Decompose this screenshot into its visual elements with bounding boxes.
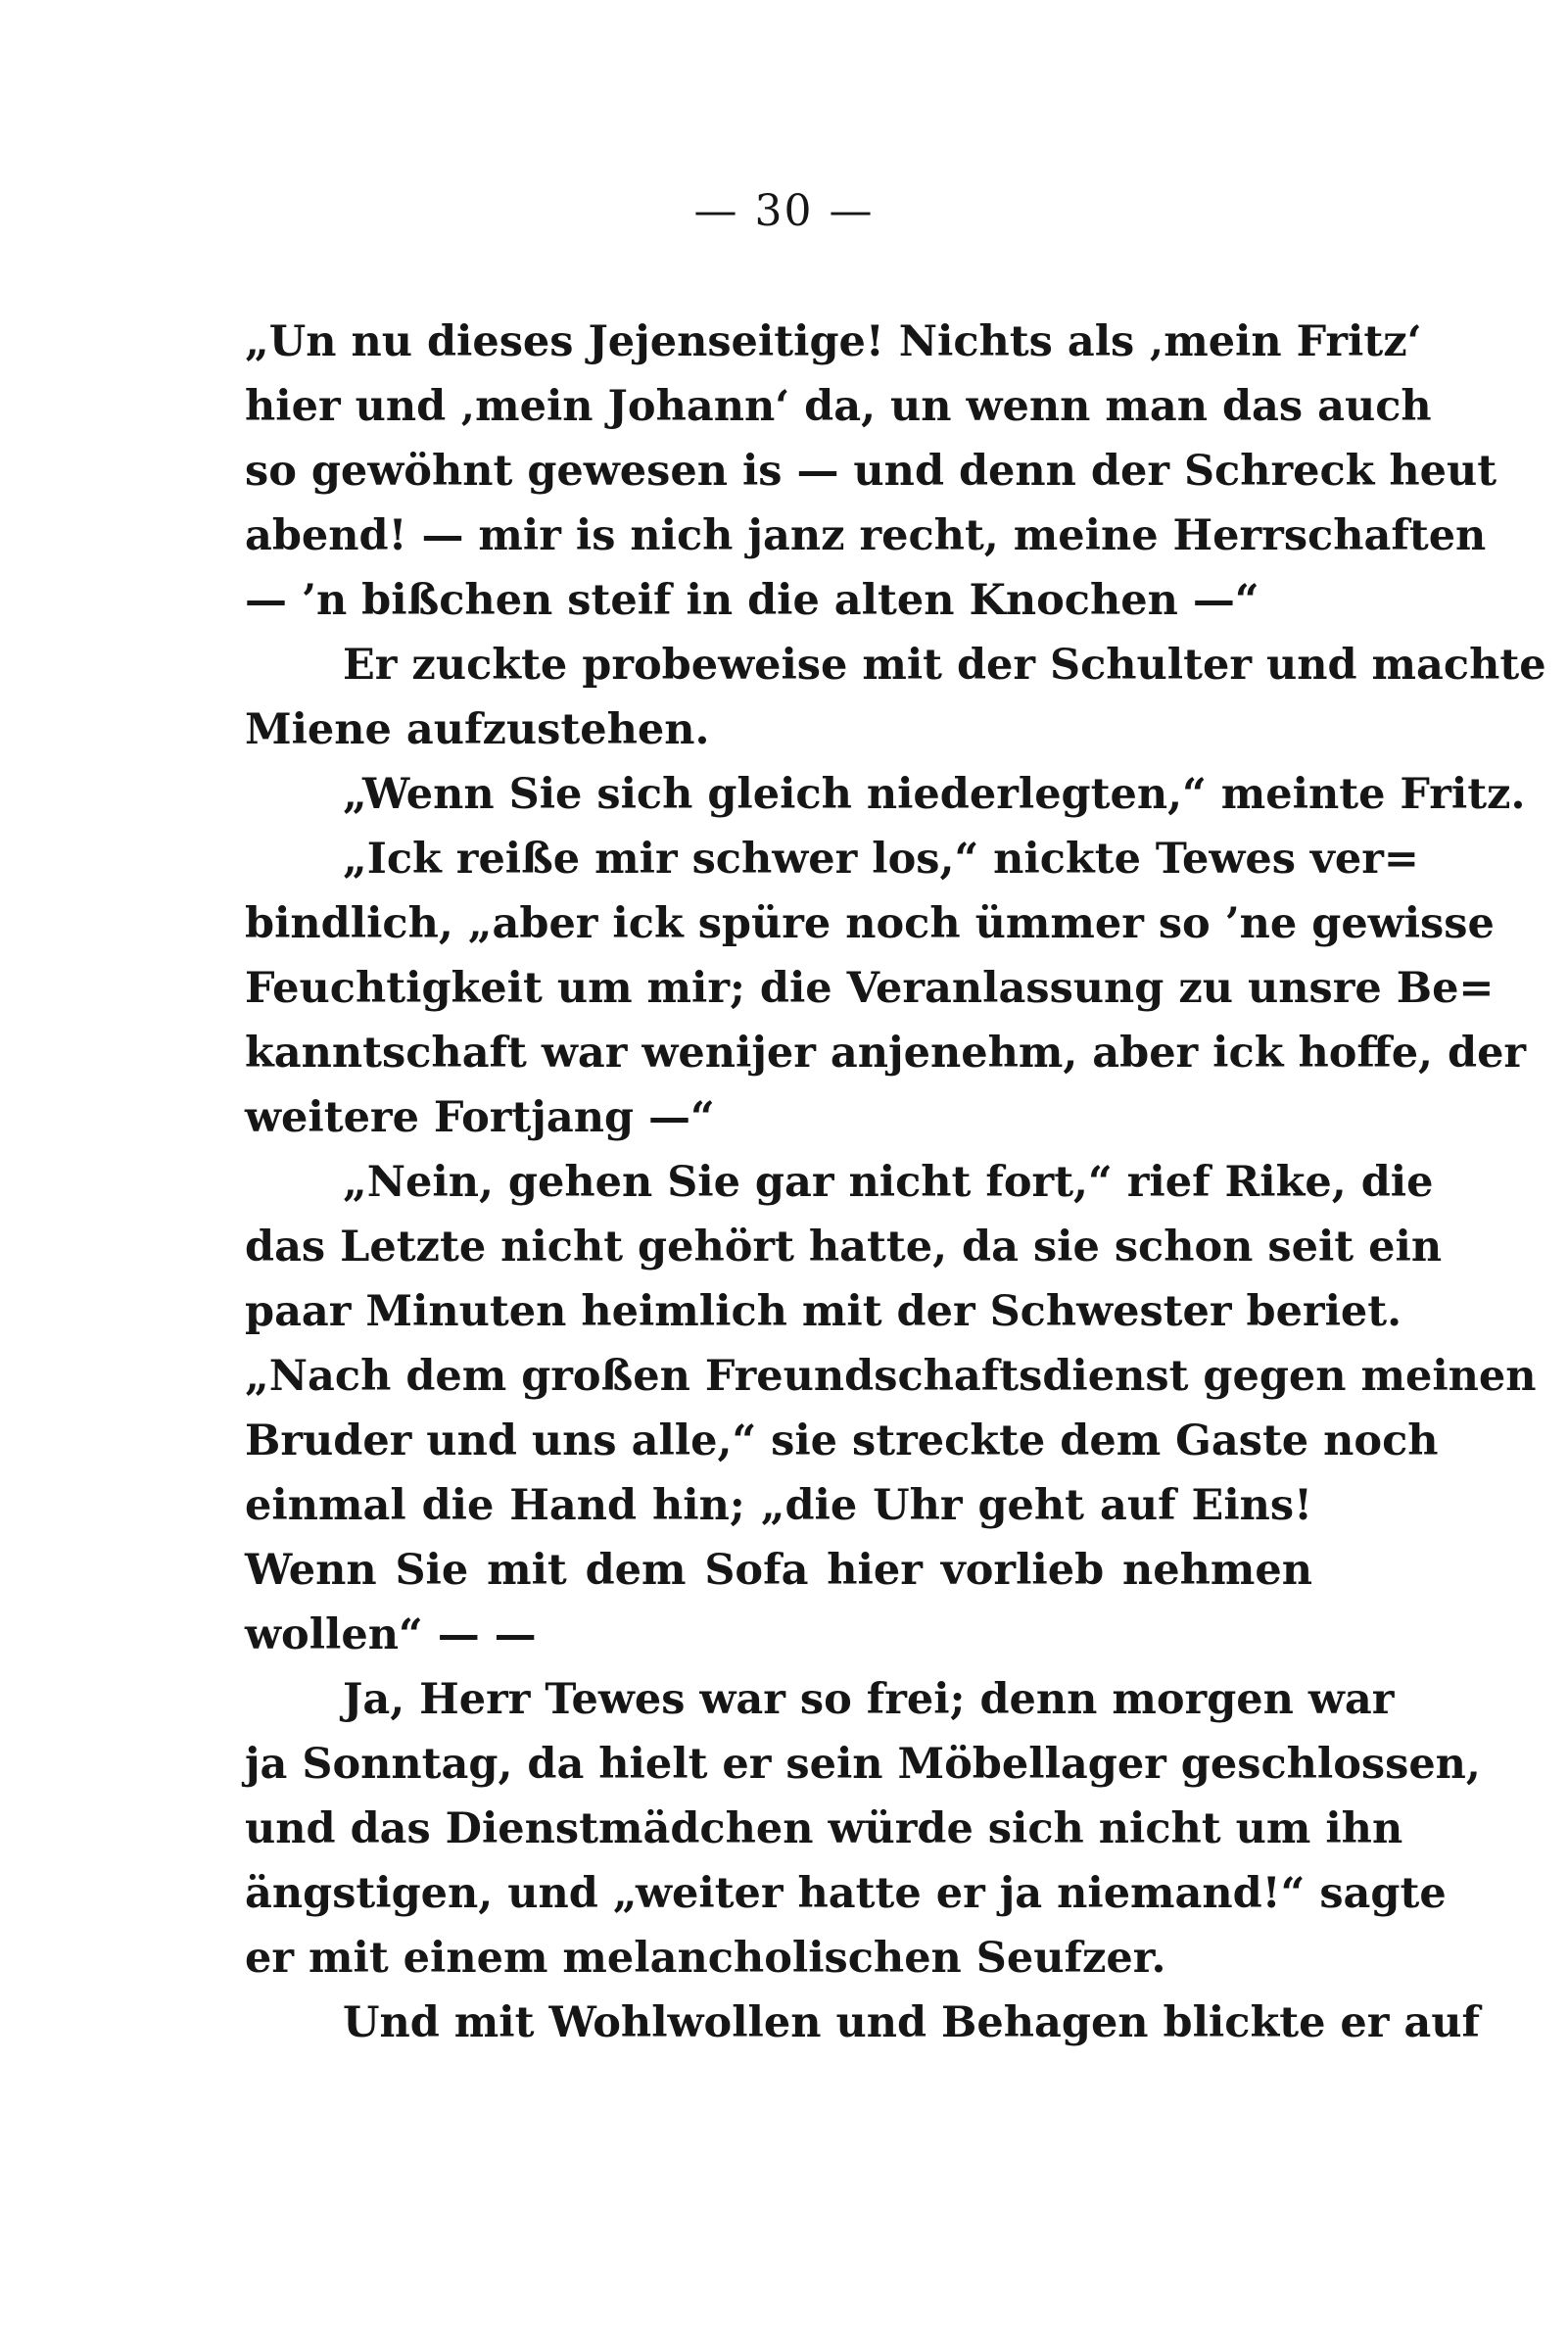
body-text (245, 310, 1546, 2055)
page-number: — 30 — (693, 186, 875, 236)
paragraph-start-line: Und mit Wohlwollen und Behagen blickte er auf (343, 1998, 1481, 2047)
paragraph-start-line: „Ick reiße mir schwer los,“ nickte Tewes ver= (343, 835, 1419, 884)
paragraph-start-line: „Nein, gehen Sie gar nicht fort,“ rief Rike, die (343, 1158, 1434, 1207)
paragraph-start-line: Ja, Herr Tewes war so frei; denn morgen war (343, 1675, 1395, 1724)
text-line: ängstigen, und „weiter hatte er ja niemand!“ sagte (245, 1869, 1447, 1918)
text-line: Wenn Sie mit dem Sofa hier vorlieb nehmen (245, 1546, 1312, 1595)
text-line: so gewöhnt gewesen is — und denn der Schreck heut (245, 447, 1497, 496)
text-line: „Nach dem großen Freundschaftsdienst gegen meinen (245, 1352, 1537, 1401)
paragraph-start-line: Er zuckte probeweise mit der Schulter und machte (343, 641, 1546, 690)
text-line: „Un nu dieses Jejenseitige! Nichts als ‚mein Fritz‘ (245, 317, 1422, 366)
paragraph-start-line: „Wenn Sie sich gleich niederlegten,“ meinte Fritz. (343, 770, 1526, 819)
text-line: — ’n bißchen steif in die alten Knochen —“ (245, 576, 1259, 625)
text-line: er mit einem melancholischen Seufzer. (245, 1934, 1166, 1983)
text-line: kanntschaft war wenijer anjenehm, aber ick hoffe, der (245, 1029, 1527, 1078)
text-line: ja Sonntag, da hielt er sein Möbellager geschlossen, (245, 1740, 1481, 1789)
text-line: wollen“ — — (245, 1610, 537, 1659)
text-line: Feuchtigkeit um mir; die Veranlassung zu unsre Be= (245, 964, 1495, 1013)
text-line: einmal die Hand hin; „die Uhr geht auf Eins! (245, 1481, 1312, 1530)
text-line: paar Minuten heimlich mit der Schwester beriet. (245, 1287, 1402, 1336)
text-line: hier und ‚mein Johann‘ da, un wenn man das auch (245, 382, 1432, 431)
text-line: und das Dienstmädchen würde sich nicht um ihn (245, 1804, 1403, 1853)
text-line: weitere Fortjang —“ (245, 1093, 715, 1142)
text-line: bindlich, „aber ick spüre noch ümmer so ’ne gewisse (245, 899, 1495, 948)
text-line: das Letzte nicht gehört hatte, da sie schon seit ein (245, 1223, 1443, 1272)
text-line: Bruder und uns alle,“ sie streckte dem Gaste noch (245, 1416, 1439, 1465)
text-line: abend! — mir is nich janz recht, meine Herrschaften (245, 511, 1487, 560)
text-line: Miene aufzustehen. (245, 705, 710, 754)
